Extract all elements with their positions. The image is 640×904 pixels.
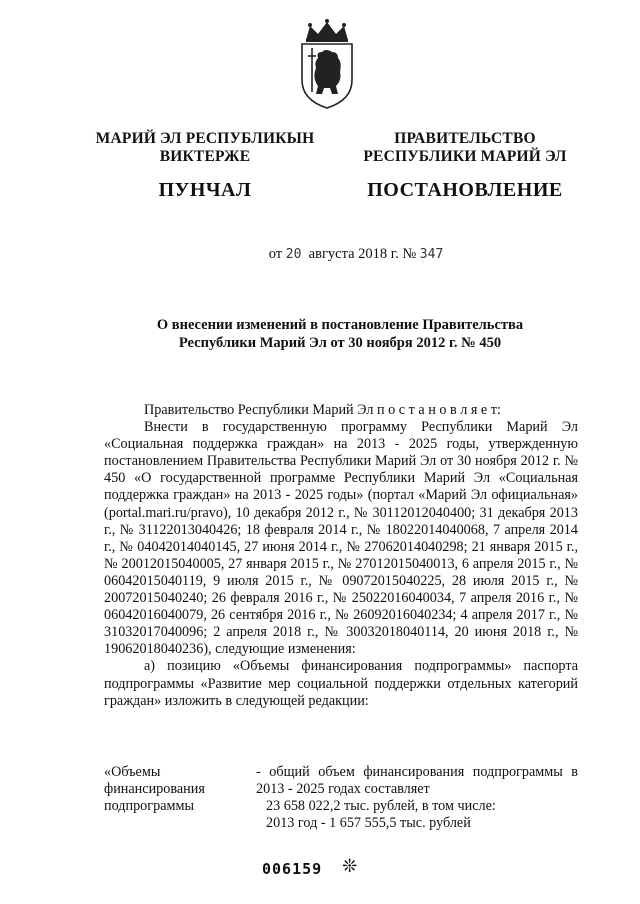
financing-value-line3: 2013 год - 1 657 555,5 тыс. рублей xyxy=(266,815,471,832)
financing-value-line2: 23 658 022,2 тыс. рублей, в том числе: xyxy=(266,798,496,815)
financing-label xyxy=(104,764,254,815)
item-a-paragraph: а) позицию «Объемы финансирования подпрограммы» паспорта подпрограммы «Развитие мер социальной поддержки отдельных категорий граждан» изложить в следующей редакции: xyxy=(104,658,578,709)
header-right-kind: ПОСТАНОВЛЕНИЕ xyxy=(367,179,563,201)
document-title xyxy=(100,316,580,352)
document-body xyxy=(104,402,578,710)
date-rest: августа 2018 г. № xyxy=(308,246,417,262)
coat-of-arms-bear-icon xyxy=(296,18,358,110)
header-mari xyxy=(80,130,330,202)
date-prefix: от xyxy=(268,246,283,262)
header-russian xyxy=(340,130,590,202)
header-right-line1: ПРАВИТЕЛЬСТВО xyxy=(394,130,536,147)
financing-label-line1: «Объемы xyxy=(104,764,161,780)
serial-number: 006159 xyxy=(262,860,323,878)
document-date xyxy=(0,246,640,263)
document-number: 347 xyxy=(419,247,444,262)
financing-value xyxy=(256,764,578,832)
title-line2: Республики Марий Эл от 30 ноября 2012 г. № 450 xyxy=(178,335,502,351)
header-right-line2: РЕСПУБЛИКИ МАРИЙ ЭЛ xyxy=(363,148,567,165)
header-left-line1: МАРИЙ ЭЛ РЕСПУБЛИКЫН xyxy=(95,130,315,147)
decree-line: Правительство Республики Марий Эл п о с т а н о в л я е т: xyxy=(144,402,501,418)
star-mark-icon: ❊ xyxy=(342,856,358,877)
financing-label-line2: финансирования xyxy=(104,781,205,798)
date-day: 20 xyxy=(285,247,302,262)
header-left-line2: ВИКТЕРЖЕ xyxy=(159,148,251,165)
main-paragraph: Внести в государственную программу Республики Марий Эл «Социальная поддержка граждан» на 2013 - 2025 годы, утвержденную постановлением Правительства Республики Марий Эл от 30 ноября 2012 г. № 450 «О государственной программе Республики Марий Эл «Социальная поддержка граждан» на 2013 - 2025 годы» (портал «Марий Эл официальная» (portal.mari.ru/pravo), 10 декабря 2012 г., № 30112012040400; 31 декабря 2013 г., № 31122013040426; 18 февраля 2014 г., № 18022014040068, 7 апреля 2014 г., № 04042014040145, 27 июня 2014 г., № 27062014040298; 21 января 2015 г., № 20012015040005, 27 января 2015 г., № 27012015040013, 6 апреля 2015 г., № 06042015040119, 9 июля 2015 г., № 09072015040225, 28 июля 2015 г., № 20072015040240; 26 февраля 2016 г., № 25022016040034, 7 апреля 2016 г., № 06042016040079, 26 сентября 2016 г., № 26092016040234; 4 апреля 2017 г., № 31032017040096; 2 апреля 2018 г., № 30032018040114, 20 июня 2018 г., № 19062018040236), следующие изменения: xyxy=(104,419,578,658)
header-left-kind: ПУНЧАЛ xyxy=(158,179,252,201)
title-line1: О внесении изменений в постановление Правительства xyxy=(156,317,524,333)
financing-label-line3: подпрограммы xyxy=(104,798,194,815)
financing-value-line1: - общий объем финансирования подпрограммы в 2013 - 2025 годах составляет xyxy=(256,764,578,798)
